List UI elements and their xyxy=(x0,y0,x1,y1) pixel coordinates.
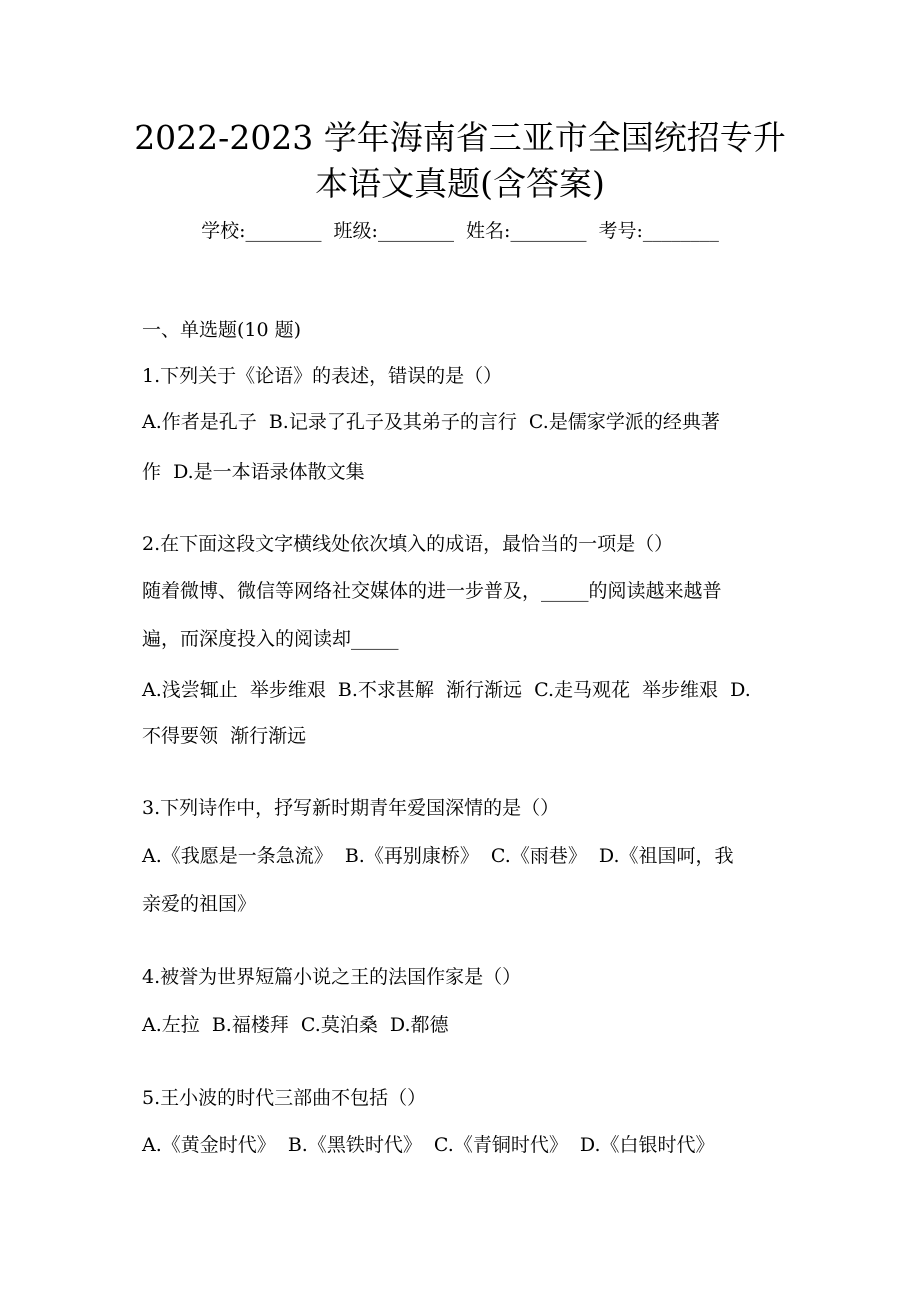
question-1-stem: 1.下列关于《论语》的表述，错误的是（） xyxy=(142,365,503,387)
question-2-passage-line-2: 遍，而深度投入的阅读却_____ xyxy=(142,628,399,650)
question-4-stem: 4.被誉为世界短篇小说之王的法国作家是（） xyxy=(142,966,522,988)
question-3-stem: 3.下列诗作中，抒写新时期青年爱国深情的是（） xyxy=(142,797,560,819)
document-title-line-2: 本语文真题(含答案) xyxy=(315,164,605,203)
question-5-stem: 5.王小波的时代三部曲不包括（） xyxy=(142,1087,427,1109)
section-heading: 一、单选题(10 题) xyxy=(142,319,302,341)
student-info-fields: 学校:________ 班级:________ 姓名:________ 考号:________ xyxy=(201,220,719,242)
question-2-passage-line-1: 随着微博、微信等网络社交媒体的进一步普及，_____的阅读越来越普 xyxy=(142,580,722,602)
question-2-options-line-2: 不得要领 渐行渐远 xyxy=(142,725,307,747)
question-2-stem: 2.在下面这段文字横线处依次填入的成语，最恰当的一项是（） xyxy=(142,533,674,555)
question-1-options-line-1: A.作者是孔子 B.记录了孔子及其弟子的言行 C.是儒家学派的经典著 xyxy=(142,411,720,433)
question-4-options-line-1: A.左拉 B.福楼拜 C.莫泊桑 D.都德 xyxy=(142,1014,449,1036)
question-2-options-line-1: A.浅尝辄止 举步维艰 B.不求甚解 渐行渐远 C.走马观花 举步维艰 D. xyxy=(142,679,751,701)
question-3-options-line-1: A.《我愿是一条急流》 B.《再别康桥》 C.《雨巷》 D.《祖国呵，我 xyxy=(142,845,734,867)
document-title-line-1: 2022-2023 学年海南省三亚市全国统招专升 xyxy=(134,118,786,157)
question-3-options-line-2: 亲爱的祖国》 xyxy=(142,893,257,915)
question-5-options-line-1: A.《黄金时代》 B.《黑铁时代》 C.《青铜时代》 D.《白银时代》 xyxy=(142,1134,715,1156)
question-1-options-line-2: 作 D.是一本语录体散文集 xyxy=(142,461,365,483)
